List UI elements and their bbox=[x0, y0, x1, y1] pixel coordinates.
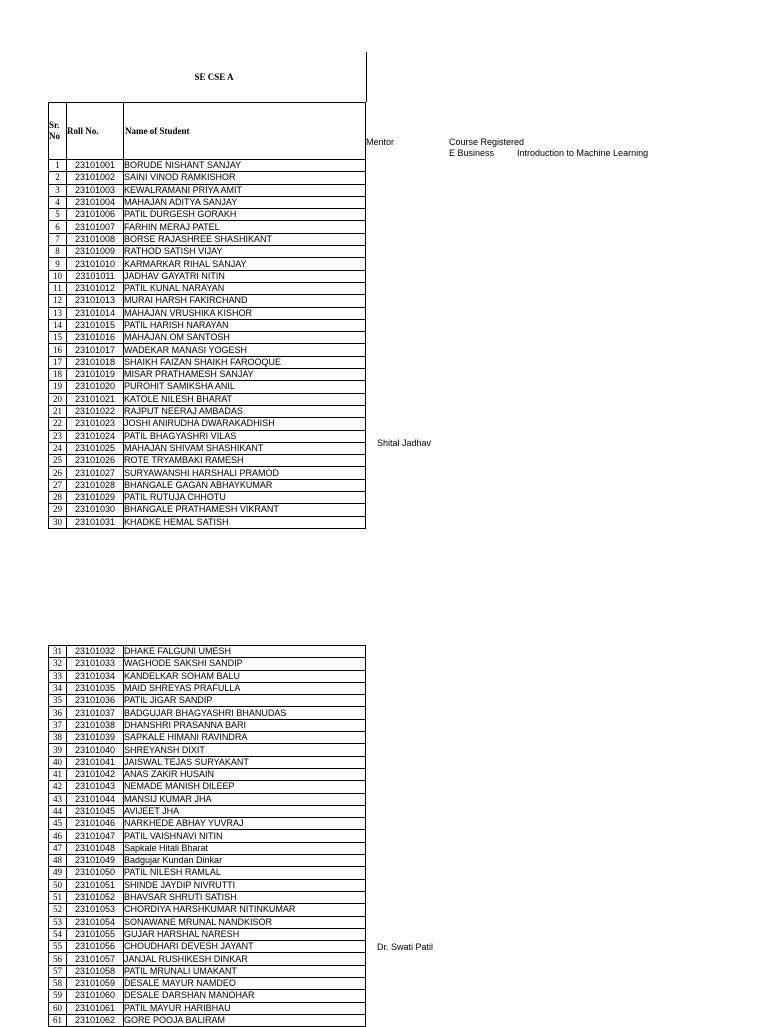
course-e-business: E Business bbox=[449, 148, 495, 158]
table-row bbox=[49, 707, 366, 719]
student-name-cell: WAGHODE SAKSHI SANDIP bbox=[124, 658, 366, 670]
sr-no-cell: 52 bbox=[49, 904, 67, 916]
roll-no-cell: 23101046 bbox=[67, 818, 124, 830]
sr-no-cell: 36 bbox=[49, 707, 67, 719]
table-row bbox=[49, 1002, 366, 1014]
roll-no-cell: 23101017 bbox=[67, 344, 124, 356]
sr-no-cell: 37 bbox=[49, 719, 67, 731]
roll-no-cell: 23101047 bbox=[67, 830, 124, 842]
sr-no-cell: 43 bbox=[49, 793, 67, 805]
student-name-cell: CHORDIYA HARSHKUMAR NITINKUMAR bbox=[124, 904, 366, 916]
student-name-cell: MAHAJAN SHIVAM SHASHIKANT bbox=[124, 442, 366, 454]
table-row bbox=[49, 196, 366, 208]
sr-no-cell: 45 bbox=[49, 818, 67, 830]
table-row bbox=[49, 418, 366, 430]
student-name-cell: CHOUDHARI DEVESH JAYANT bbox=[124, 941, 366, 953]
table-row bbox=[49, 233, 366, 245]
sr-no-cell: 60 bbox=[49, 1002, 67, 1014]
course-registered-label: Course Registered bbox=[449, 137, 525, 147]
sr-no-cell: 8 bbox=[49, 246, 67, 258]
table-row bbox=[49, 818, 366, 830]
table-row bbox=[49, 258, 366, 270]
roll-no-cell: 23101048 bbox=[67, 842, 124, 854]
roll-no-cell: 23101020 bbox=[67, 381, 124, 393]
roll-no-cell: 23101055 bbox=[67, 928, 124, 940]
sr-no-cell: 40 bbox=[49, 756, 67, 768]
student-name-cell: PATIL HARISH NARAYAN bbox=[124, 319, 366, 331]
student-name-cell: PATIL RUTUJA CHHOTU bbox=[124, 492, 366, 504]
table-row bbox=[49, 744, 366, 756]
roll-no-cell: 23101042 bbox=[67, 768, 124, 780]
roll-no-cell: 23101061 bbox=[67, 1002, 124, 1014]
student-name-cell: Sapkale Hitali Bharat bbox=[124, 842, 366, 854]
table-row bbox=[49, 393, 366, 405]
table-row bbox=[49, 781, 366, 793]
student-name-cell: NEMADE MANISH DILEEP bbox=[124, 781, 366, 793]
table-row bbox=[49, 307, 366, 319]
course-machine-learning: Introduction to Machine Learning bbox=[517, 148, 649, 158]
student-name-header: Name of Student bbox=[124, 103, 366, 160]
sr-no-cell: 3 bbox=[49, 184, 67, 196]
student-name-cell: MAID SHREYAS PRAFULLA bbox=[124, 682, 366, 694]
sr-no-cell: 20 bbox=[49, 393, 67, 405]
roll-no-cell: 23101025 bbox=[67, 442, 124, 454]
sr-no-cell: 57 bbox=[49, 965, 67, 977]
roll-no-cell: 23101003 bbox=[67, 184, 124, 196]
sr-no-cell: 30 bbox=[49, 516, 67, 528]
roll-no-cell: 23101006 bbox=[67, 209, 124, 221]
roll-no-cell: 23101043 bbox=[67, 781, 124, 793]
student-name-cell: DESALE DARSHAN MANOHAR bbox=[124, 990, 366, 1002]
table-row bbox=[49, 867, 366, 879]
roll-no-cell: 23101022 bbox=[67, 405, 124, 417]
sr-no-cell: 2 bbox=[49, 172, 67, 184]
roll-no-cell: 23101062 bbox=[67, 1014, 124, 1026]
roll-no-cell: 23101028 bbox=[67, 479, 124, 491]
student-name-cell: BORSE RAJASHREE SHASHIKANT bbox=[124, 233, 366, 245]
roll-no-cell: 23101011 bbox=[67, 270, 124, 282]
sr-no-cell: 50 bbox=[49, 879, 67, 891]
sr-no-header: Sr. No bbox=[49, 103, 67, 160]
table-row bbox=[49, 246, 366, 258]
student-name-cell: RATHOD SATISH VIJAY bbox=[124, 246, 366, 258]
student-name-cell: MISAR PRATHAMESH SANJAY bbox=[124, 369, 366, 381]
sr-no-cell: 23 bbox=[49, 430, 67, 442]
table-row bbox=[49, 904, 366, 916]
table-row bbox=[49, 356, 366, 368]
sr-no-cell: 26 bbox=[49, 467, 67, 479]
roll-no-cell: 23101057 bbox=[67, 953, 124, 965]
sr-no-cell: 12 bbox=[49, 295, 67, 307]
table-row bbox=[49, 282, 366, 294]
table-row bbox=[49, 344, 366, 356]
table-row bbox=[49, 916, 366, 928]
sr-no-cell: 42 bbox=[49, 781, 67, 793]
student-name-cell: MURAI HARSH FAKIRCHAND bbox=[124, 295, 366, 307]
sr-no-cell: 28 bbox=[49, 492, 67, 504]
roll-no-cell: 23101050 bbox=[67, 867, 124, 879]
student-name-cell: PATIL VAISHNAVI NITIN bbox=[124, 830, 366, 842]
student-name-cell: WADEKAR MANASI YOGESH bbox=[124, 344, 366, 356]
sr-no-cell: 10 bbox=[49, 270, 67, 282]
sr-no-cell: 54 bbox=[49, 928, 67, 940]
table-row bbox=[49, 805, 366, 817]
roll-no-cell: 23101035 bbox=[67, 682, 124, 694]
table-row bbox=[49, 455, 366, 467]
student-name-cell: BADGUJAR BHAGYASHRI BHANUDAS bbox=[124, 707, 366, 719]
roll-no-cell: 23101001 bbox=[67, 160, 124, 172]
student-name-cell: SAPKALE HIMANI RAVINDRA bbox=[124, 732, 366, 744]
roll-no-cell: 23101038 bbox=[67, 719, 124, 731]
student-name-cell: KHADKE HEMAL SATISH bbox=[124, 516, 366, 528]
table-row bbox=[49, 719, 366, 731]
roll-no-cell: 23101054 bbox=[67, 916, 124, 928]
student-name-cell: PATIL MRUNALI UMAKANT bbox=[124, 965, 366, 977]
mentor-label: Mentor bbox=[366, 137, 395, 147]
group-2-rows bbox=[49, 646, 366, 1027]
roll-no-cell: 23101026 bbox=[67, 455, 124, 467]
sr-no-cell: 22 bbox=[49, 418, 67, 430]
sr-no-cell: 15 bbox=[49, 332, 67, 344]
group-1-rows bbox=[49, 160, 366, 529]
roll-no-cell: 23101051 bbox=[67, 879, 124, 891]
table-row bbox=[49, 467, 366, 479]
roll-no-cell: 23101039 bbox=[67, 732, 124, 744]
sr-no-cell: 16 bbox=[49, 344, 67, 356]
student-name-cell: DESALE MAYUR NAMDEO bbox=[124, 978, 366, 990]
roll-no-cell: 23101010 bbox=[67, 258, 124, 270]
table-row bbox=[49, 270, 366, 282]
student-name-cell: JANJAL RUSHIKESH DINKAR bbox=[124, 953, 366, 965]
roll-no-cell: 23101027 bbox=[67, 467, 124, 479]
table-row bbox=[49, 381, 366, 393]
roll-no-cell: 23101049 bbox=[67, 855, 124, 867]
student-name-cell: AVIJEET JHA bbox=[124, 805, 366, 817]
table-row bbox=[49, 160, 366, 172]
roll-no-cell: 23101015 bbox=[67, 319, 124, 331]
table-header-row bbox=[49, 103, 366, 160]
sr-no-cell: 44 bbox=[49, 805, 67, 817]
roll-no-cell: 23101009 bbox=[67, 246, 124, 258]
sr-no-cell: 51 bbox=[49, 891, 67, 903]
table-row bbox=[49, 442, 366, 454]
table-row bbox=[49, 855, 366, 867]
table-row bbox=[49, 172, 366, 184]
roll-no-cell: 23101029 bbox=[67, 492, 124, 504]
table-row bbox=[49, 768, 366, 780]
sr-no-cell: 17 bbox=[49, 356, 67, 368]
roll-no-cell: 23101007 bbox=[67, 221, 124, 233]
table-row bbox=[49, 953, 366, 965]
table-row bbox=[49, 928, 366, 940]
sr-no-cell: 1 bbox=[49, 160, 67, 172]
roll-no-cell: 23101030 bbox=[67, 504, 124, 516]
table-row bbox=[49, 430, 366, 442]
roll-no-cell: 23101021 bbox=[67, 393, 124, 405]
sr-no-cell: 55 bbox=[49, 941, 67, 953]
student-name-cell: KARMARKAR RIHAL SANJAY bbox=[124, 258, 366, 270]
student-name-cell: MAHAJAN OM SANTOSH bbox=[124, 332, 366, 344]
table-row bbox=[49, 670, 366, 682]
table-row bbox=[49, 682, 366, 694]
student-name-cell: JOSHI ANIRUDHA DWARAKADHISH bbox=[124, 418, 366, 430]
roll-no-cell: 23101024 bbox=[67, 430, 124, 442]
student-name-cell: DHANSHRI PRASANNA BARI bbox=[124, 719, 366, 731]
roll-no-cell: 23101037 bbox=[67, 707, 124, 719]
sr-no-cell: 24 bbox=[49, 442, 67, 454]
sr-no-cell: 46 bbox=[49, 830, 67, 842]
sr-no-cell: 9 bbox=[49, 258, 67, 270]
sheet-title: SE CSE A bbox=[194, 72, 234, 82]
table-row bbox=[49, 209, 366, 221]
student-name-cell: SAINI VINOD RAMKISHOR bbox=[124, 172, 366, 184]
student-name-cell: KATOLE NILESH BHARAT bbox=[124, 393, 366, 405]
student-table-group-2 bbox=[48, 645, 366, 1027]
table-row bbox=[49, 965, 366, 977]
table-row bbox=[49, 492, 366, 504]
sr-no-cell: 34 bbox=[49, 682, 67, 694]
table-row bbox=[49, 658, 366, 670]
roll-no-cell: 23101004 bbox=[67, 196, 124, 208]
table-row bbox=[49, 295, 366, 307]
table-row bbox=[49, 891, 366, 903]
student-name-cell: SHREYANSH DIXIT bbox=[124, 744, 366, 756]
student-name-cell: BORUDE NISHANT SANJAY bbox=[124, 160, 366, 172]
roll-no-cell: 23101041 bbox=[67, 756, 124, 768]
roll-no-cell: 23101012 bbox=[67, 282, 124, 294]
student-name-cell: PATIL MAYUR HARIBHAU bbox=[124, 1002, 366, 1014]
sr-no-cell: 33 bbox=[49, 670, 67, 682]
table-row bbox=[49, 941, 366, 953]
student-name-cell: MANSIJ KUMAR JHA bbox=[124, 793, 366, 805]
roll-no-cell: 23101018 bbox=[67, 356, 124, 368]
roll-no-cell: 23101031 bbox=[67, 516, 124, 528]
sr-no-cell: 29 bbox=[49, 504, 67, 516]
table-row bbox=[49, 369, 366, 381]
sr-no-cell: 35 bbox=[49, 695, 67, 707]
sr-no-cell: 21 bbox=[49, 405, 67, 417]
sr-no-cell: 6 bbox=[49, 221, 67, 233]
student-name-cell: PATIL KUNAL NARAYAN bbox=[124, 282, 366, 294]
sr-no-cell: 4 bbox=[49, 196, 67, 208]
table-row bbox=[49, 842, 366, 854]
sr-no-cell: 53 bbox=[49, 916, 67, 928]
sr-no-cell: 31 bbox=[49, 646, 67, 658]
roll-no-cell: 23101032 bbox=[67, 646, 124, 658]
roll-no-cell: 23101002 bbox=[67, 172, 124, 184]
roll-no-cell: 23101060 bbox=[67, 990, 124, 1002]
student-table-group-1 bbox=[48, 102, 366, 529]
table-row bbox=[49, 646, 366, 658]
sr-no-cell: 58 bbox=[49, 978, 67, 990]
student-name-cell: PATIL NILESH RAMLAL bbox=[124, 867, 366, 879]
sr-no-cell: 56 bbox=[49, 953, 67, 965]
roll-no-cell: 23101033 bbox=[67, 658, 124, 670]
roll-no-cell: 23101044 bbox=[67, 793, 124, 805]
mentor-name-group-1: Shital Jadhav bbox=[377, 438, 432, 448]
sr-no-cell: 7 bbox=[49, 233, 67, 245]
roll-no-cell: 23101034 bbox=[67, 670, 124, 682]
roll-no-cell: 23101016 bbox=[67, 332, 124, 344]
student-name-cell: JADHAV GAYATRI NITIN bbox=[124, 270, 366, 282]
table-row bbox=[49, 221, 366, 233]
student-name-cell: BHANGALE PRATHAMESH VIKRANT bbox=[124, 504, 366, 516]
student-name-cell: NARKHEDE ABHAY YUVRAJ bbox=[124, 818, 366, 830]
sr-no-cell: 38 bbox=[49, 732, 67, 744]
student-name-cell: SHAIKH FAIZAN SHAIKH FAROOQUE bbox=[124, 356, 366, 368]
roll-no-cell: 23101045 bbox=[67, 805, 124, 817]
title-divider-line bbox=[366, 52, 367, 102]
roll-no-cell: 23101019 bbox=[67, 369, 124, 381]
roll-no-cell: 23101040 bbox=[67, 744, 124, 756]
table-row bbox=[49, 695, 366, 707]
sr-no-cell: 27 bbox=[49, 479, 67, 491]
student-name-cell: SONAWANE MRUNAL NANDKISOR bbox=[124, 916, 366, 928]
sr-no-cell: 49 bbox=[49, 867, 67, 879]
table-row bbox=[49, 516, 366, 528]
table-row bbox=[49, 830, 366, 842]
sr-no-cell: 11 bbox=[49, 282, 67, 294]
sr-no-cell: 18 bbox=[49, 369, 67, 381]
table-row bbox=[49, 732, 366, 744]
student-name-cell: GUJAR HARSHAL NARESH bbox=[124, 928, 366, 940]
roll-no-header: Roll No. bbox=[67, 103, 124, 160]
table-row bbox=[49, 793, 366, 805]
sr-no-cell: 41 bbox=[49, 768, 67, 780]
table-row bbox=[49, 990, 366, 1002]
student-name-cell: ROTE TRYAMBAKI RAMESH bbox=[124, 455, 366, 467]
student-name-cell: PUROHIT SAMIKSHA ANIL bbox=[124, 381, 366, 393]
mentor-name-group-2: Dr. Swati Patil bbox=[377, 942, 434, 952]
table-row bbox=[49, 1014, 366, 1026]
student-name-cell: PATIL DURGESH GORAKH bbox=[124, 209, 366, 221]
sr-no-cell: 59 bbox=[49, 990, 67, 1002]
student-name-cell: KANDELKAR SOHAM BALU bbox=[124, 670, 366, 682]
table-row bbox=[49, 479, 366, 491]
student-name-cell: MAHAJAN ADITYA SANJAY bbox=[124, 196, 366, 208]
roll-no-cell: 23101053 bbox=[67, 904, 124, 916]
table-row bbox=[49, 504, 366, 516]
roll-no-cell: 23101023 bbox=[67, 418, 124, 430]
sr-no-cell: 39 bbox=[49, 744, 67, 756]
roll-no-cell: 23101008 bbox=[67, 233, 124, 245]
roll-no-cell: 23101052 bbox=[67, 891, 124, 903]
student-name-cell: FARHIN MERAJ PATEL bbox=[124, 221, 366, 233]
student-name-cell: PATIL JIGAR SANDIP bbox=[124, 695, 366, 707]
table-row bbox=[49, 978, 366, 990]
student-name-cell: BHANGALE GAGAN ABHAYKUMAR bbox=[124, 479, 366, 491]
table-row bbox=[49, 319, 366, 331]
roll-no-cell: 23101056 bbox=[67, 941, 124, 953]
student-name-cell: Badgujar Kundan Dinkar bbox=[124, 855, 366, 867]
sr-no-cell: 14 bbox=[49, 319, 67, 331]
sr-no-cell: 61 bbox=[49, 1014, 67, 1026]
student-name-cell: PATIL BHAGYASHRI VILAS bbox=[124, 430, 366, 442]
student-name-cell: GORE POOJA BALIRAM bbox=[124, 1014, 366, 1026]
sr-no-cell: 32 bbox=[49, 658, 67, 670]
sr-no-cell: 47 bbox=[49, 842, 67, 854]
table-row bbox=[49, 879, 366, 891]
student-name-cell: DHAKE FALGUNI UMESH bbox=[124, 646, 366, 658]
roll-no-cell: 23101059 bbox=[67, 978, 124, 990]
roll-no-cell: 23101058 bbox=[67, 965, 124, 977]
student-name-cell: SURYAWANSHI HARSHALI PRAMOD bbox=[124, 467, 366, 479]
sr-no-cell: 13 bbox=[49, 307, 67, 319]
student-name-cell: BHAVSAR SHRUTI SATISH bbox=[124, 891, 366, 903]
student-name-cell: JAISWAL TEJAS SURYAKANT bbox=[124, 756, 366, 768]
table-row bbox=[49, 405, 366, 417]
student-name-cell: MAHAJAN VRUSHIKA KISHOR bbox=[124, 307, 366, 319]
sr-no-cell: 25 bbox=[49, 455, 67, 467]
student-name-cell: RAJPUT NEERAJ AMBADAS bbox=[124, 405, 366, 417]
roll-no-cell: 23101036 bbox=[67, 695, 124, 707]
table-row bbox=[49, 756, 366, 768]
student-name-cell: SHINDE JAYDIP NIVRUTTI bbox=[124, 879, 366, 891]
sr-no-cell: 5 bbox=[49, 209, 67, 221]
roll-no-cell: 23101014 bbox=[67, 307, 124, 319]
sr-no-cell: 48 bbox=[49, 855, 67, 867]
table-row bbox=[49, 184, 366, 196]
student-name-cell: KEWALRAMANI PRIYA AMIT bbox=[124, 184, 366, 196]
roll-no-cell: 23101013 bbox=[67, 295, 124, 307]
student-name-cell: ANAS ZAKIR HUSAIN bbox=[124, 768, 366, 780]
table-row bbox=[49, 332, 366, 344]
sr-no-cell: 19 bbox=[49, 381, 67, 393]
